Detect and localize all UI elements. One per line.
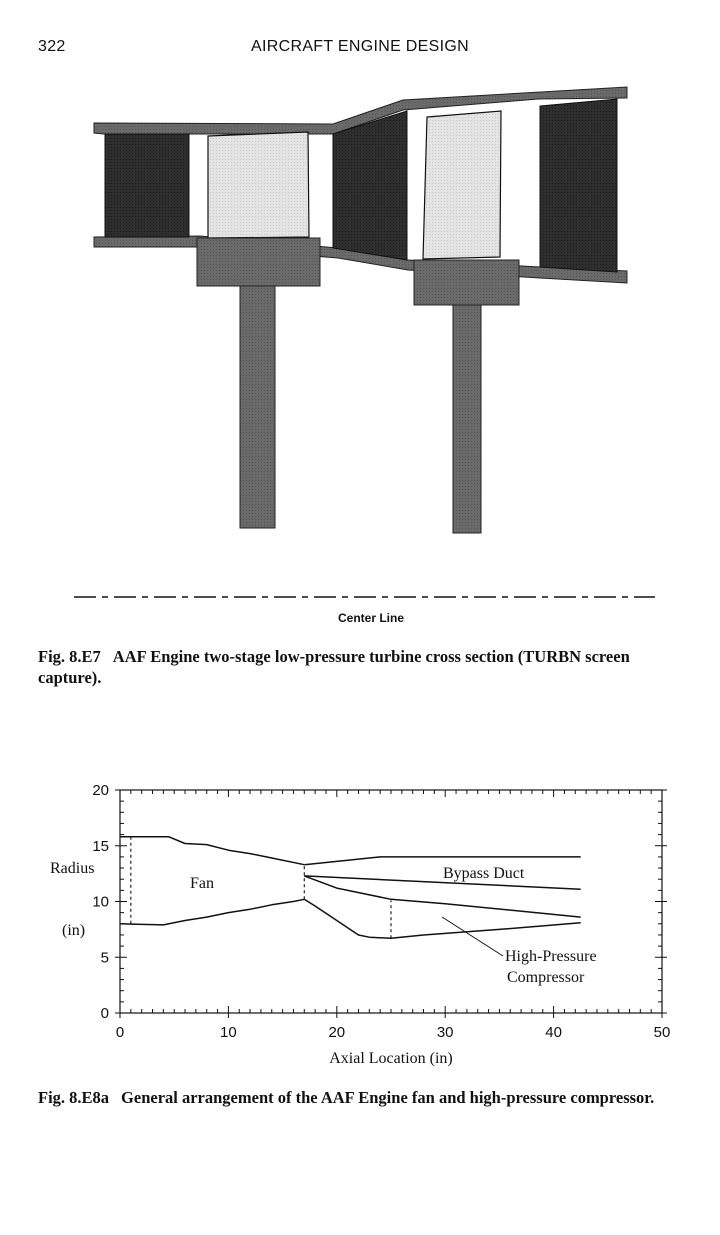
x-tick-label: 20 (328, 1024, 346, 1041)
fan-hpc-arrangement-chart (0, 772, 720, 1072)
figure-8e7-caption (38, 646, 688, 688)
disk-2-rim (414, 260, 519, 305)
y-tick-label: 15 (92, 837, 109, 855)
y-tick-label: 0 (100, 1005, 109, 1022)
rotor-1-blade (208, 132, 309, 238)
caption-label: Fig. 8.E8a (38, 1088, 110, 1107)
fan-label: Fan (190, 875, 214, 892)
stator-2-vane (333, 111, 407, 260)
hpc-label-line-1: High-Pressure (505, 948, 597, 965)
disk-1-rim (197, 238, 320, 286)
disk-2-web (453, 305, 481, 533)
y-axis-label-line-1: Radius (50, 860, 95, 877)
series-line-fan-tip (120, 837, 304, 865)
hpc-label-line-2: Compressor (507, 969, 585, 986)
center-line-label: Center Line (337, 611, 405, 625)
stator-1-vane (105, 134, 189, 237)
series-line-hpc-inner (304, 899, 580, 938)
page-number: 322 (38, 38, 66, 55)
caption-text: AAF Engine two-stage low-pressure turbine cross section (TURBN screen capture). (38, 647, 630, 687)
series-line-fan-hub (120, 899, 304, 925)
series-line-bypass-outer (304, 857, 580, 865)
y-tick-label: 5 (100, 949, 109, 967)
axis-tick-labels (92, 782, 670, 1041)
y-tick-label: 10 (92, 893, 109, 911)
y-axis-label-line-2: (in) (62, 922, 86, 939)
x-tick-label: 40 (545, 1024, 562, 1041)
stator-3-vane (540, 99, 617, 272)
running-title: AIRCRAFT ENGINE DESIGN (251, 38, 469, 55)
figure-8e8a-caption (38, 1087, 688, 1108)
rotor-2-blade (423, 111, 501, 259)
caption-label: Fig. 8.E7 (38, 647, 101, 666)
x-tick-label: 50 (653, 1024, 671, 1041)
x-tick-label: 30 (436, 1024, 454, 1041)
y-tick-label: 20 (92, 782, 109, 799)
bypass-duct-label: Bypass Duct (443, 865, 525, 882)
x-tick-label: 0 (115, 1024, 125, 1041)
hpc-leader-line (442, 917, 503, 956)
x-tick-label: 10 (220, 1024, 237, 1041)
x-axis-label: Axial Location (in) (329, 1050, 453, 1067)
caption-text: General arrangement of the AAF Engine fan and high-pressure compressor. (121, 1088, 655, 1107)
disk-1-web (240, 286, 275, 528)
